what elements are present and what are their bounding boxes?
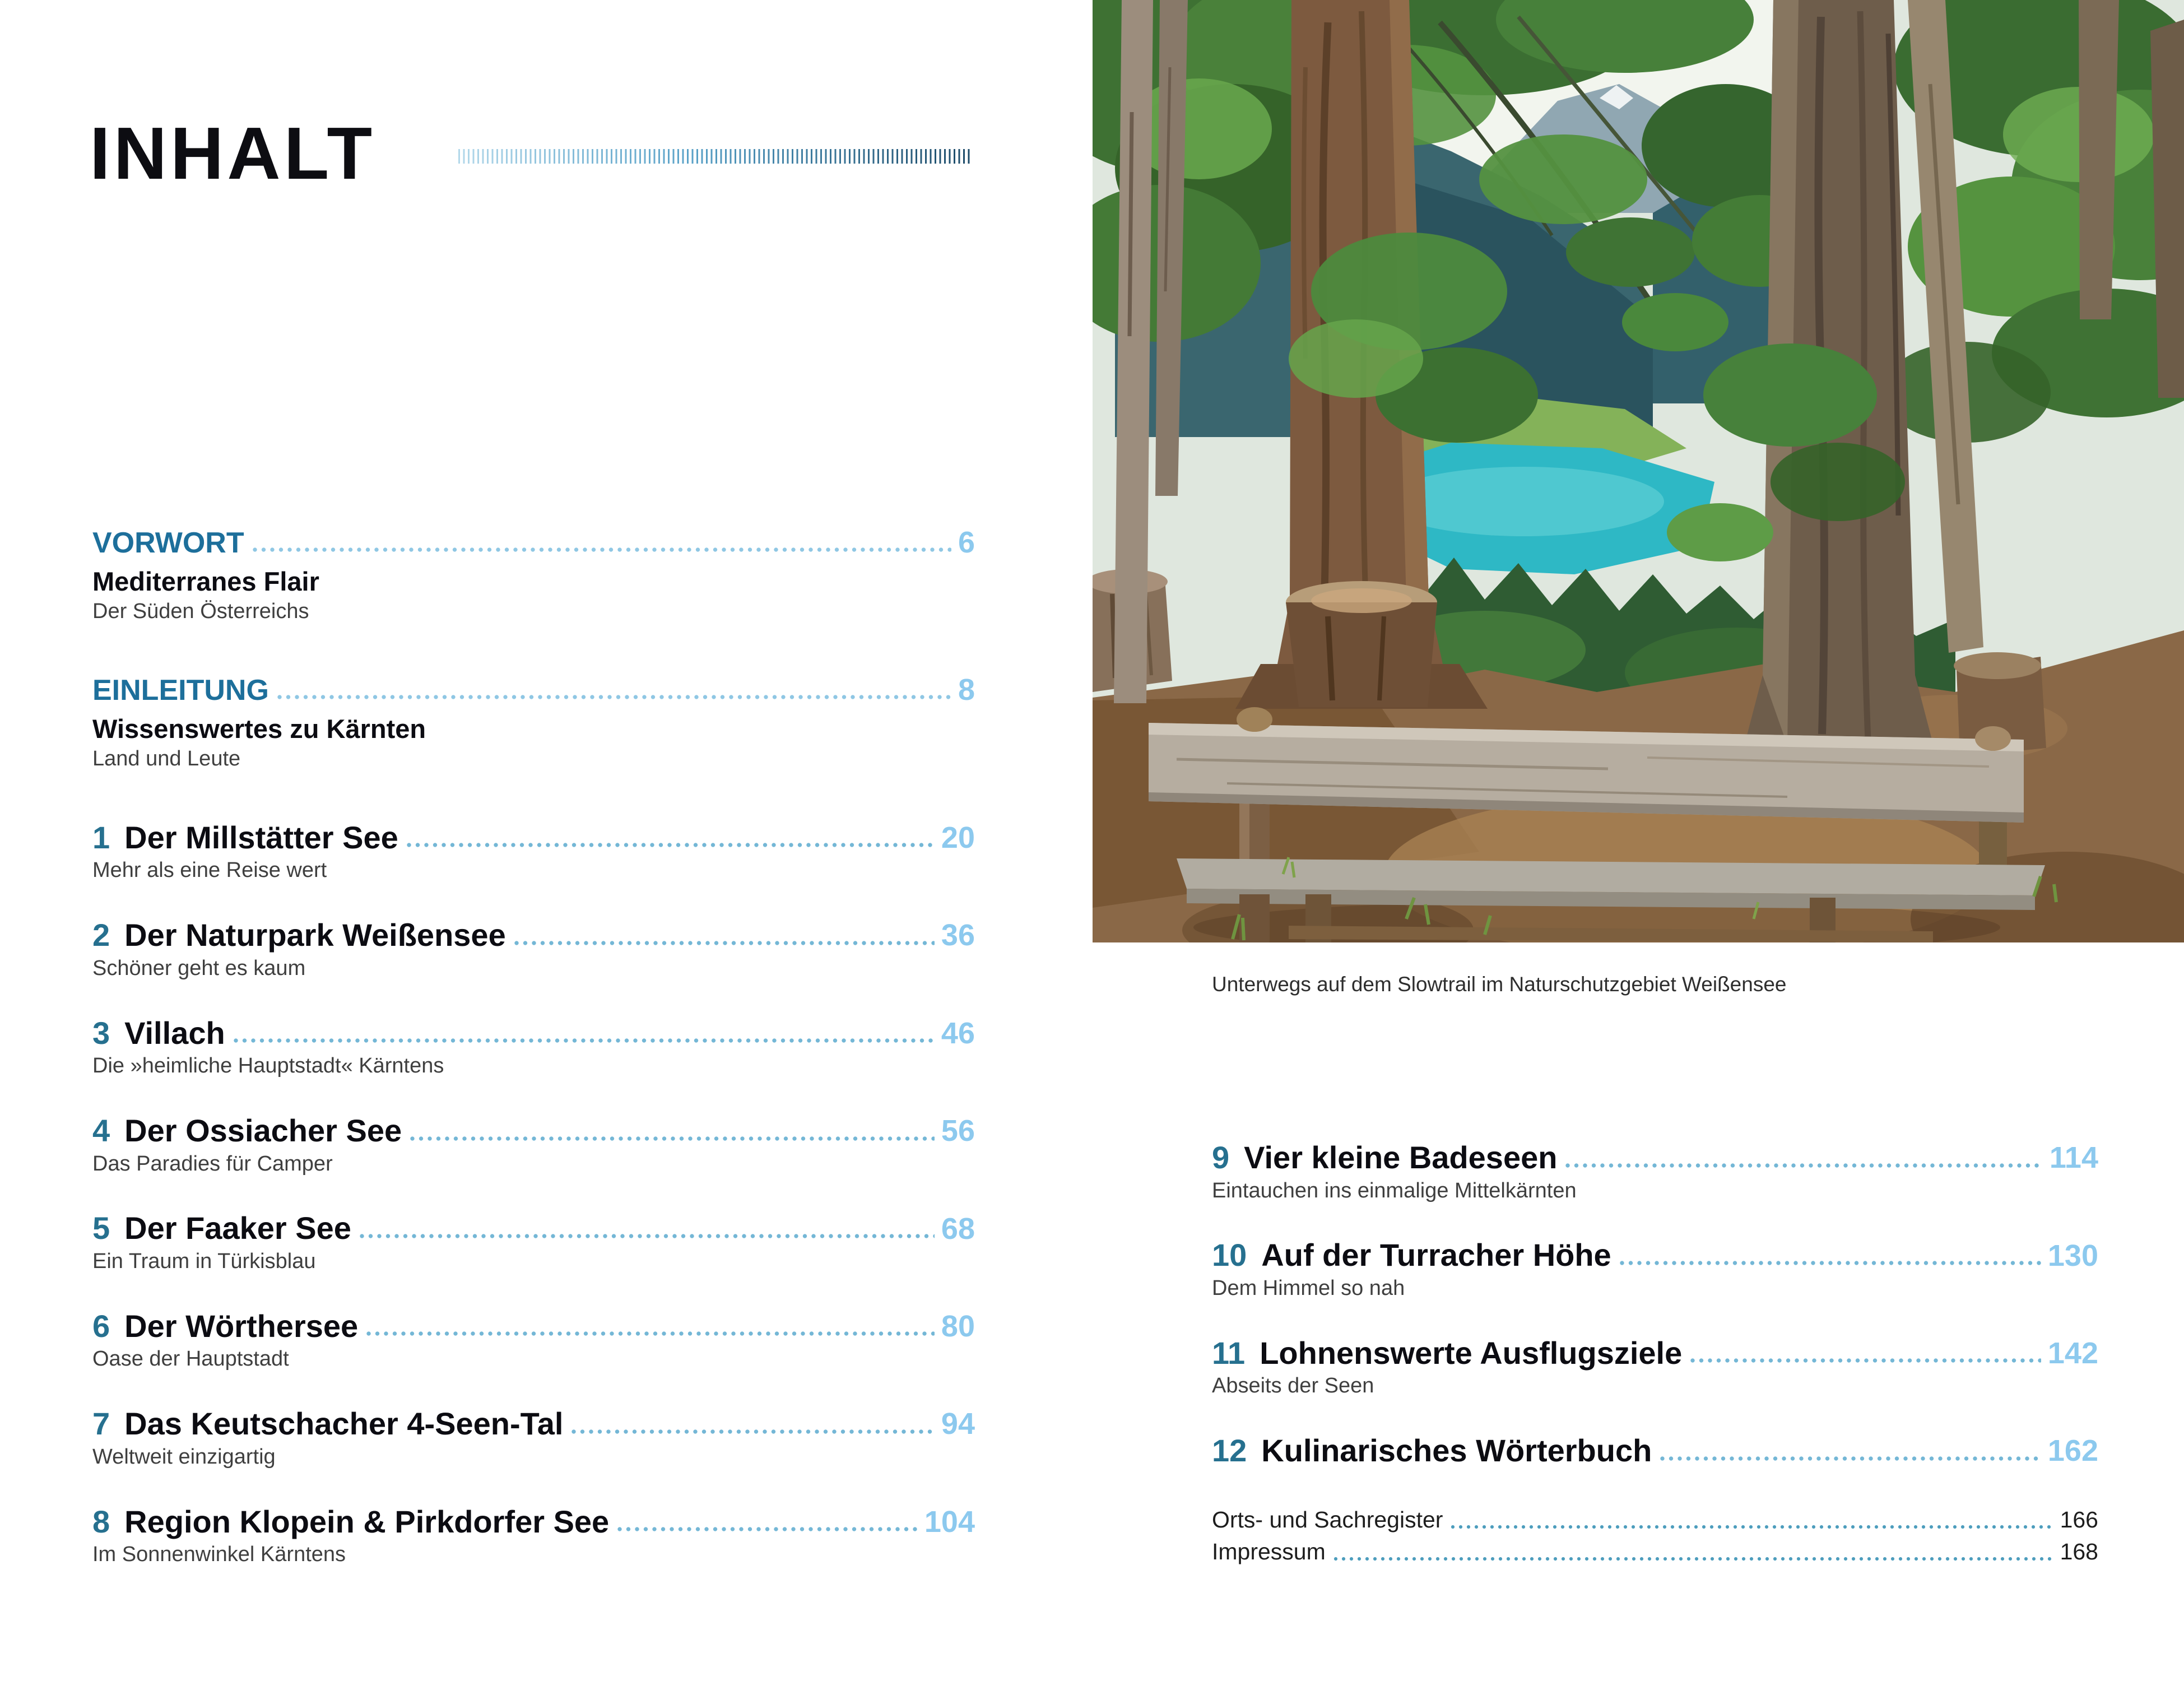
chapter-subtitle: Eintauchen ins einmalige Mittelkärnten xyxy=(1212,1178,1577,1202)
page-number: 46 xyxy=(941,1016,975,1050)
page-number: 6 xyxy=(958,526,975,559)
toc-section-row xyxy=(92,673,975,707)
leader-dots xyxy=(1333,1557,2053,1561)
toc-entry-impressum xyxy=(1212,1537,2098,1567)
page-number: 36 xyxy=(941,918,975,953)
toc-entry-einleitung xyxy=(92,673,975,771)
chapter-subtitle: Im Sonnenwinkel Kärntens xyxy=(92,1543,346,1567)
chapter-number: 11 xyxy=(1212,1335,1246,1371)
toc-left-column xyxy=(92,526,975,1567)
chapter-title: Der Faaker See xyxy=(124,1210,351,1246)
chapter-number: 7 xyxy=(92,1406,110,1442)
section-label: EINLEITUNG xyxy=(92,674,269,707)
leader-dots xyxy=(1619,1260,2041,1266)
chapter-number: 12 xyxy=(1212,1433,1247,1469)
chapter-subtitle: Ein Traum in Türkisblau xyxy=(92,1249,316,1273)
leader-dots xyxy=(359,1233,935,1239)
page-number: 80 xyxy=(941,1309,975,1343)
page-number: 68 xyxy=(941,1211,975,1246)
chapter-title: Der Naturpark Weißensee xyxy=(124,917,506,953)
chapter-title: Lohnenswerte Ausflugsziele xyxy=(1260,1335,1683,1371)
chapter-title: Region Klopein & Pirkdorfer See xyxy=(124,1503,610,1539)
chapter-row xyxy=(92,1211,975,1246)
leader-dots xyxy=(252,547,951,552)
chapter-number: 8 xyxy=(92,1503,110,1539)
chapter-subtitle: Weltweit einzigartig xyxy=(92,1445,276,1469)
toc-entry-register xyxy=(1212,1505,2098,1535)
section-label: VORWORT xyxy=(92,527,244,560)
chapter-title: Auf der Turracher Höhe xyxy=(1261,1237,1611,1273)
chapter-list-right xyxy=(1212,1140,2098,1468)
chapter-subtitle: Das Paradies für Camper xyxy=(92,1151,333,1176)
chapter-subtitle: Oase der Hauptstadt xyxy=(92,1347,289,1371)
page-number: 162 xyxy=(2047,1434,2098,1468)
leader-dots xyxy=(571,1429,935,1434)
chapter-number: 10 xyxy=(1212,1237,1247,1273)
page-number: 56 xyxy=(941,1114,975,1148)
tick-line-decoration xyxy=(458,149,973,164)
chapter-number: 6 xyxy=(92,1308,110,1344)
section-subline: Der Süden Österreichs xyxy=(92,600,309,624)
toc-entry-vorwort xyxy=(92,526,975,624)
chapter-row xyxy=(1212,1140,2098,1175)
chapter-title: Das Keutschacher 4-Seen-Tal xyxy=(124,1406,564,1442)
chapter-number: 9 xyxy=(1212,1140,1230,1175)
chapter-row xyxy=(92,1504,975,1539)
toc-entry-chapter-4 xyxy=(92,1113,975,1176)
toc-entry-chapter-10 xyxy=(1212,1238,2098,1300)
chapter-title: Vier kleine Badeseen xyxy=(1244,1140,1558,1175)
toc-entry-chapter-1 xyxy=(92,820,975,883)
chapter-list-left xyxy=(92,820,975,1567)
chapter-number: 3 xyxy=(92,1015,110,1051)
extra-title: Orts- und Sachregister xyxy=(1212,1506,1443,1533)
chapter-number: 1 xyxy=(92,819,110,855)
chapter-row xyxy=(92,918,975,953)
chapter-title: Villach xyxy=(124,1015,225,1051)
chapter-row xyxy=(92,1309,975,1344)
leader-dots xyxy=(617,1526,918,1532)
toc-entry-chapter-12 xyxy=(1212,1433,2098,1468)
chapter-subtitle: Die »heimliche Hauptstadt« Kärntens xyxy=(92,1054,444,1078)
page-number: 8 xyxy=(958,672,975,707)
page-number: 166 xyxy=(2060,1506,2098,1533)
toc-entry-chapter-7 xyxy=(92,1406,975,1469)
page-number: 94 xyxy=(941,1407,975,1441)
toc-section-row xyxy=(92,526,975,559)
leader-dots xyxy=(1451,1525,2053,1529)
chapter-row xyxy=(92,820,975,855)
leader-dots xyxy=(1565,1163,2042,1168)
toc-entry-chapter-5 xyxy=(92,1211,975,1273)
toc-entry-chapter-8 xyxy=(92,1504,975,1567)
leader-dots xyxy=(366,1331,935,1336)
leader-dots xyxy=(514,940,935,946)
section-subline: Land und Leute xyxy=(92,746,241,770)
chapter-title: Der Ossiacher See xyxy=(124,1112,402,1148)
chapter-subtitle: Dem Himmel so nah xyxy=(1212,1276,1405,1300)
toc-entry-chapter-9 xyxy=(1212,1140,2098,1202)
leader-dots xyxy=(1690,1358,2041,1363)
chapter-number: 2 xyxy=(92,917,110,953)
page-number: 130 xyxy=(2047,1238,2098,1273)
photo-weissensee-bench xyxy=(1093,0,2184,942)
leader-dots xyxy=(233,1038,935,1043)
chapter-subtitle: Mehr als eine Reise wert xyxy=(92,858,327,883)
chapter-row xyxy=(1212,1238,2098,1273)
toc-entry-chapter-6 xyxy=(92,1309,975,1371)
page-number: 142 xyxy=(2047,1336,2098,1370)
page-title: INHALT xyxy=(90,112,376,194)
leader-dots xyxy=(277,694,951,700)
chapter-subtitle: Schöner geht es kaum xyxy=(92,956,306,980)
chapter-row xyxy=(92,1113,975,1148)
toc-entry-chapter-3 xyxy=(92,1016,975,1078)
chapter-title: Kulinarisches Wörterbuch xyxy=(1261,1433,1652,1469)
section-headline: Mediterranes Flair xyxy=(92,566,319,597)
chapter-number: 5 xyxy=(92,1210,110,1246)
toc-right-column xyxy=(1212,1140,2098,1567)
chapter-title: Der Wörthersee xyxy=(124,1308,359,1344)
leader-dots xyxy=(406,842,935,848)
chapter-title: Der Millstätter See xyxy=(124,819,398,855)
leader-dots xyxy=(1660,1456,2041,1461)
page-number: 114 xyxy=(2049,1141,2098,1175)
toc-entry-chapter-2 xyxy=(92,918,975,980)
section-headline: Wissenswertes zu Kärnten xyxy=(92,714,426,744)
toc-entry-chapter-11 xyxy=(1212,1336,2098,1398)
page-number: 20 xyxy=(941,820,975,855)
toc-extras xyxy=(1212,1505,2098,1567)
extra-title: Impressum xyxy=(1212,1539,1326,1565)
chapter-row xyxy=(92,1016,975,1051)
chapter-row xyxy=(92,1406,975,1441)
page-number: 168 xyxy=(2060,1539,2098,1565)
photo-illustration xyxy=(1093,0,2184,942)
chapter-number: 4 xyxy=(92,1112,110,1148)
chapter-row xyxy=(1212,1336,2098,1371)
photo-caption: Unterwegs auf dem Slowtrail im Naturschutzgebiet Weißensee xyxy=(1212,973,1787,996)
chapter-subtitle: Abseits der Seen xyxy=(1212,1374,1374,1398)
chapter-row xyxy=(1212,1433,2098,1468)
leader-dots xyxy=(410,1136,935,1141)
page-number: 104 xyxy=(924,1504,975,1539)
